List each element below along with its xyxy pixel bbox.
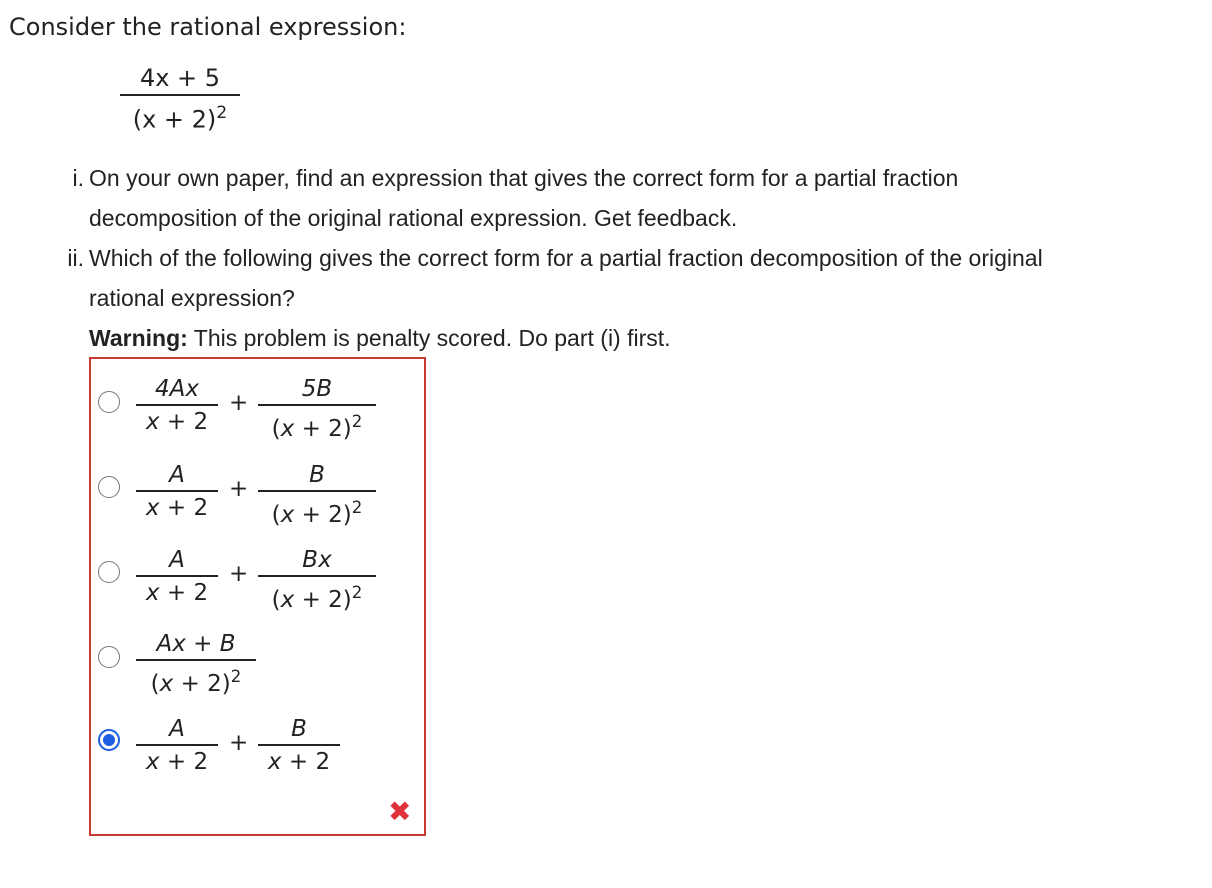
warning-label: Warning:	[89, 325, 188, 351]
choice-2-term2: B $(x + 2)^2$	[258, 460, 376, 531]
choice-1-term1: 4Ax x + 2	[136, 374, 218, 438]
given-numerator: 4x + 5	[139, 64, 221, 92]
question-ii-line2: rational expression?	[89, 285, 295, 311]
warning-text: This problem is penalty scored. Do part (i) first.	[193, 325, 671, 351]
choice-3-radio[interactable]	[98, 561, 120, 583]
choice-5-plus: +	[229, 730, 249, 756]
choice-3-term1: A x + 2	[136, 545, 218, 609]
choice-3-plus: +	[229, 561, 249, 587]
choice-1-radio[interactable]	[98, 391, 120, 413]
choice-2-term1: A x + 2	[136, 460, 218, 524]
choice-1-term2: 5B $(x + 2)^2$	[258, 374, 376, 445]
given-denominator: $(x + 2)^2$	[132, 102, 228, 133]
question-i-marker: i.	[72, 165, 84, 191]
given-rational-expression	[120, 62, 240, 136]
choice-2-plus: +	[229, 476, 249, 502]
choice-5-term1: A x + 2	[136, 714, 218, 778]
choice-4-radio[interactable]	[98, 646, 120, 668]
question-ii-marker: ii.	[67, 245, 84, 271]
question-i-line1: On your own paper, find an expression that gives the correct form for a partial fraction	[89, 165, 959, 191]
choice-1-plus: +	[229, 390, 249, 416]
choice-5-term2: B x + 2	[258, 714, 340, 778]
question-ii-line1: Which of the following gives the correct form for a partial fraction decomposition of the original	[89, 245, 1043, 271]
choice-4-term1: Ax + B $(x + 2)^2$	[136, 629, 256, 700]
choice-3-term2: Bx $(x + 2)^2$	[258, 545, 376, 616]
incorrect-x-icon: ✖	[388, 795, 412, 828]
penalty-warning	[89, 318, 671, 358]
choice-5-radio-selected[interactable]	[98, 729, 120, 751]
problem-intro: Consider the rational expression:	[9, 13, 407, 41]
choice-2-radio[interactable]	[98, 476, 120, 498]
question-i-line2: decomposition of the original rational expression. Get feedback.	[89, 205, 738, 231]
